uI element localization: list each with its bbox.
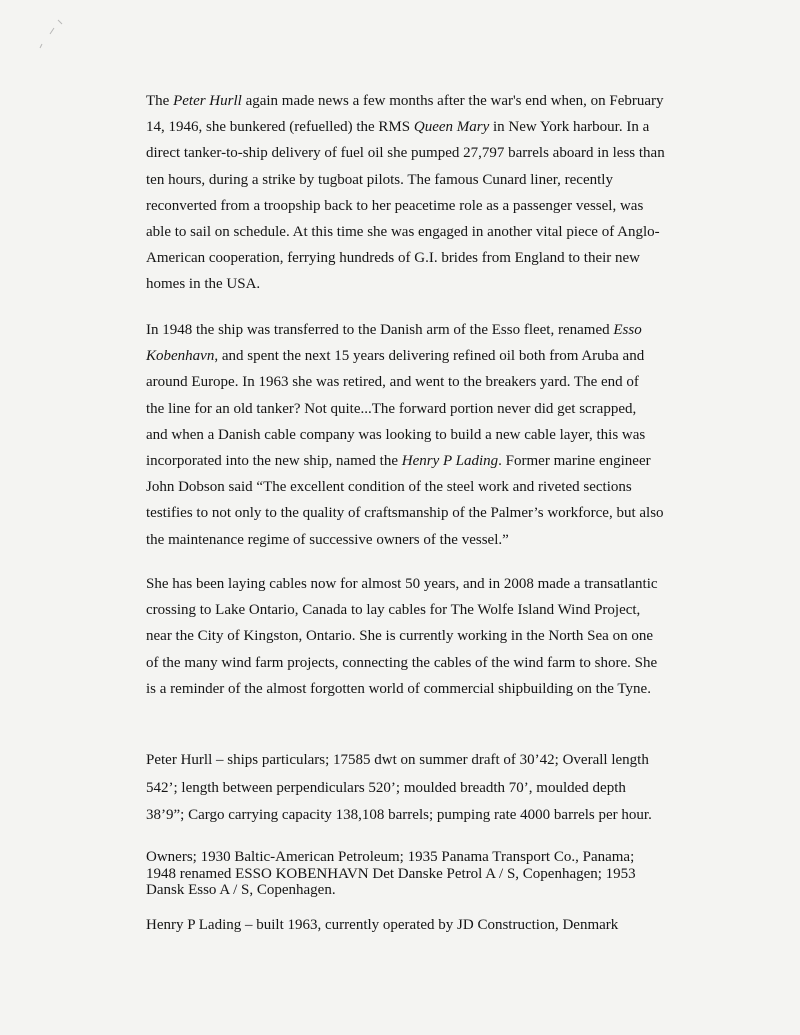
- paragraph-cable-laying: She has been laying cables now for almost 50 years, and in 2008 made a transatlantic crossing to Lake Ontario, Canada to lay cables for The Wolfe Island Wind Project, near the City of Kingston, Ontario. She is currently working in the North Sea on one of the many wind farm projects, connecting the cables of the wind farm to shore. She is a reminder of the almost forgotten world of commercial shipbuilding on the Tyne.: [146, 576, 658, 697]
- ship-particulars: Peter Hurll – ships particulars; 17585 dwt on summer draft of 30’42; Overall length 542’; length between perpendiculars 520’; moulded breadth 70’, moulded depth 38’9”; Cargo carrying capacity 138,108 barrels; pumping rate 4000 barrels per hour.: [146, 752, 652, 823]
- scan-mark: [36, 18, 64, 50]
- paragraph-esso-kobenhavn: In 1948 the ship was transferred to the Danish arm of the Esso fleet, renamed Esso Kobenhavn, and spent the next 15 years delivering refined oil both from Aruba and around Europe. In 1963 she was retired, and went to the breakers yard. The end of the line for an old tanker? Not quite...The forward portion never did get scrapped, and when a Danish cable company was looking to build a new cable layer, this was incorporated into the new ship, named the Henry P Lading. Former marine engineer John Dobson said “The excellent condition of the steel work and riveted sections testifies to not only to the quality of craftsmanship of the Palmer’s workforce, but also the maintenance regime of successive owners of the vessel.”: [146, 322, 664, 548]
- henry-p-lading-note: Henry P Lading – built 1963, currently operated by JD Construction, Denmark: [146, 917, 619, 933]
- paragraph-queen-mary: The Peter Hurll again made news a few months after the war's end when, on February 14, 1946, she bunkered (refuelled) the RMS Queen Mary in New York harbour. In a direct tanker-to-ship delivery of fuel oil she pumped 27,797 barrels aboard in less than ten hours, during a strike by tugboat pilots. The famous Cunard liner, recently reconverted from a troopship back to her peacetime role as a passenger vessel, was able to sail on schedule. At this time she was engaged in another vital piece of Anglo- American cooperation, ferrying hundreds of G.I. brides from England to their new homes in the USA.: [146, 93, 665, 293]
- owners-list: Owners; 1930 Baltic-American Petroleum; 1935 Panama Transport Co., Panama; 1948 renamed ESSO KOBENHAVN Det Danske Petrol A / S, Copenhagen; 1953 Dansk Esso A / S, Copenhagen.: [146, 849, 636, 898]
